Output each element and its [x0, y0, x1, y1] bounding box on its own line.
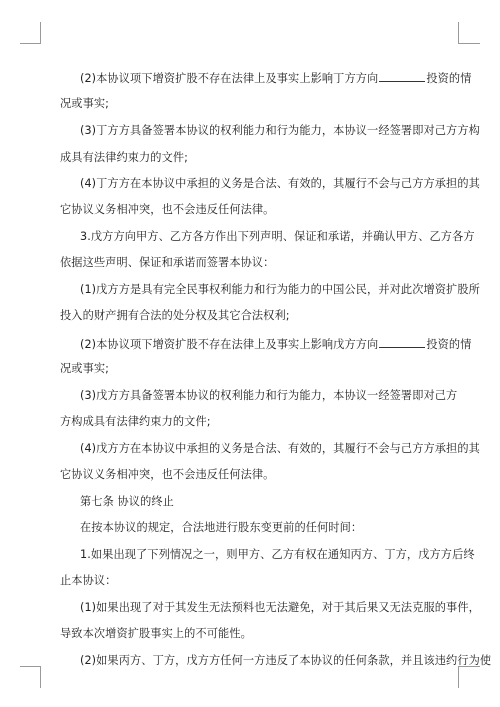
text-line — [0, 415, 500, 429]
crop-mark-top-left — [40, 22, 41, 44]
text-line — [0, 336, 500, 352]
text-line — [0, 151, 500, 165]
text-line — [0, 654, 500, 668]
text-line — [0, 230, 500, 244]
crop-mark-top-right — [458, 43, 480, 44]
text-line — [0, 283, 500, 297]
line-text: 依据这些声明、保证和承诺而签署本协议： — [60, 256, 275, 269]
line-text: 方构成具有法律约束力的文件; — [60, 415, 211, 428]
text-line — [0, 124, 500, 138]
line-text: 投入的财产拥有合法的处分权及其它合法权利; — [60, 309, 290, 322]
text-line — [0, 601, 500, 615]
text-line — [0, 495, 500, 509]
fill-in-blank[interactable] — [379, 70, 425, 82]
line-text: (1)如果出现了对于其发生无法预料也无法避免，对于其后果又无法克服的事件， — [80, 601, 480, 614]
line-text: 3.戊方方向甲方、乙方各方作出下列声明、保证和承诺，并确认甲方、乙方各方 — [80, 230, 475, 243]
line-text: (2)本协议项下增资扩股不存在法律上及事实上影响丁方方向 — [80, 72, 379, 85]
line-text: (3)戊方方具备签署本协议的权利能力和行为能力，本协议一经签署即对己方 — [80, 389, 458, 402]
line-text: 第七条 协议的终止 — [80, 495, 174, 508]
line-text: (2)本协议项下增资扩股不存在法律上及事实上影响戊方方向 — [80, 338, 379, 351]
line-text: 它协议义务相冲突，也不会违反任何法律。 — [60, 468, 275, 481]
line-text: 在按本协议的规定，合法地进行股东变更前的任何时间： — [80, 521, 363, 534]
line-text: 1.如果出现了下列情况之一，则甲方、乙方有权在通知丙方、丁方，戊方方后终 — [80, 548, 475, 561]
line-text: 况或事实; — [60, 362, 110, 375]
text-line — [0, 468, 500, 482]
text-line — [0, 521, 500, 535]
text-line — [0, 177, 500, 191]
fill-in-blank[interactable] — [379, 336, 425, 348]
line-text: (4)丁方方在本协议中承担的义务是合法、有效的，其履行不会与己方方承担的其 — [80, 177, 480, 190]
line-text: (1)戊方方是具有完全民事权利能力和行为能力的中国公民，并对此次增资扩股所 — [80, 283, 480, 296]
text-line — [0, 574, 500, 588]
crop-mark-top-right — [458, 22, 459, 44]
crop-mark-top-left — [20, 43, 41, 44]
text-line — [0, 256, 500, 270]
text-line — [0, 442, 500, 456]
text-line — [0, 70, 500, 86]
line-text: 导致本次增资扩股事实上的不可能性。 — [60, 627, 252, 640]
text-line — [0, 627, 500, 641]
line-text: (4)戊方方在本协议中承担的义务是合法、有效的，其履行不会与己方方承担的其 — [80, 442, 480, 455]
text-line — [0, 97, 500, 111]
text-line — [0, 203, 500, 217]
crop-mark-bottom-left — [40, 666, 41, 688]
text-line — [0, 362, 500, 376]
line-text: 它协议义务相冲突，也不会违反任何法律。 — [60, 203, 275, 216]
crop-mark-bottom-right — [458, 666, 459, 688]
text-line — [0, 389, 500, 403]
line-text: (2)如果丙方、丁方，戊方方任何一方违反了本协议的任何条款，并且该违约行为使 — [80, 654, 492, 667]
text-line — [0, 309, 500, 323]
text-line — [0, 548, 500, 562]
line-text: 投资的情 — [426, 72, 472, 85]
line-text: 止本协议： — [60, 574, 117, 587]
line-text: 投资的情 — [426, 338, 472, 351]
line-text: (3)丁方方具备签署本协议的权利能力和行为能力，本协议一经签署即对己方方构 — [80, 124, 480, 137]
line-text: 况或事实; — [60, 97, 110, 110]
line-text: 成具有法律约束力的文件; — [60, 151, 189, 164]
